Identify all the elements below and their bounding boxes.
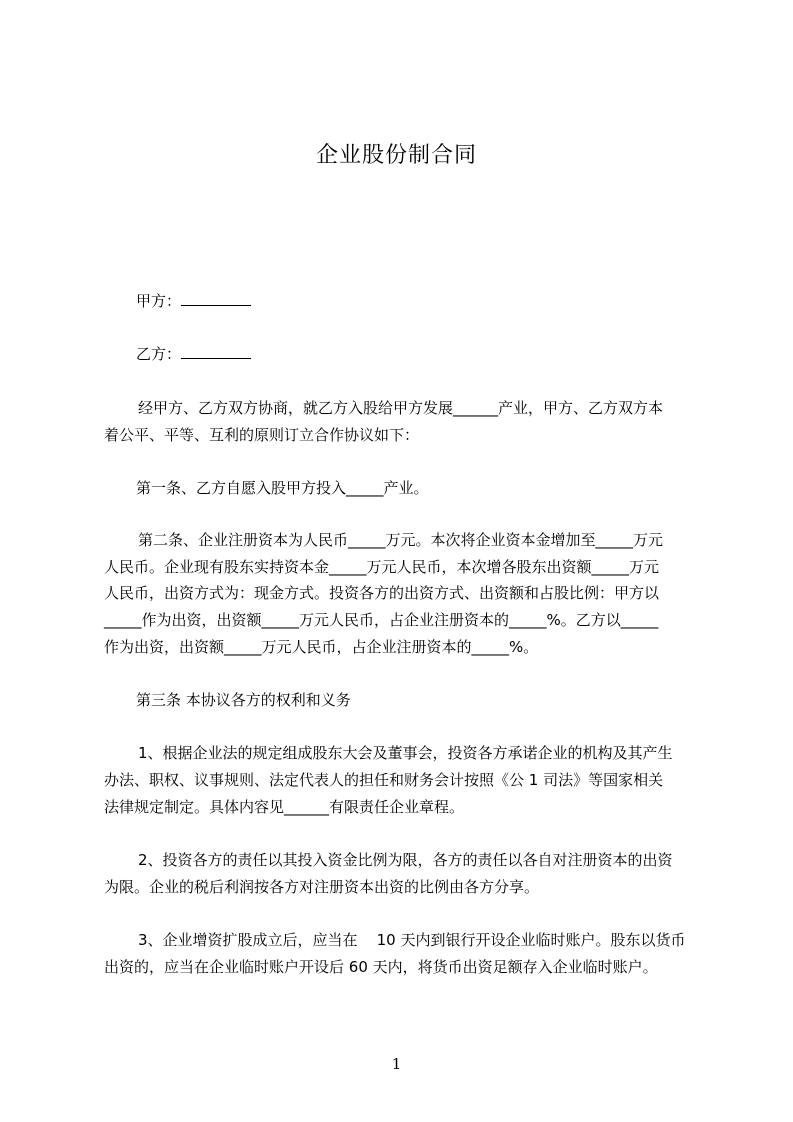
- clause-3-line-2: 出资的，应当在企业临时账户开设后 60 天内，将货币出资足额存入企业临时账户。: [104, 958, 658, 976]
- clause-1-line-3: 法律规定制定。具体内容见______有限责任企业章程。: [104, 798, 465, 816]
- intro-line-1: 经甲方、乙方双方协商，就乙方入股给甲方发展______产业，甲方、乙方双方本: [138, 399, 664, 417]
- article-2-line-5: 作为出资，出资额_____万元人民币，占企业注册资本的_____%。: [104, 638, 539, 656]
- clause-2-line-1: 2、投资各方的责任以其投入资金比例为限，各方的责任以各自对注册资本的出资: [138, 851, 673, 869]
- article-3-heading: 第三条 本协议各方的权利和义务: [136, 691, 351, 709]
- clause-2-line-2: 为限。企业的税后利润按各方对注册资本出资的比例由各方分享。: [104, 878, 540, 896]
- clause-3-line-1: 3、企业增资扩股成立后，应当在 10 天内到银行开设企业临时账户。股东以货币: [138, 931, 686, 949]
- party-b-blank: [181, 342, 251, 359]
- document-title: 企业股份制合同: [315, 143, 477, 168]
- article-2-line-4: _____作为出资，出资额_____万元人民币，占企业注册资本的_____%。乙方以_____: [104, 611, 659, 629]
- clause-1-line-1: 1、根据企业法的规定组成股东大会及董事会，投资各方承诺企业的机构及其产生: [138, 744, 673, 762]
- article-2-line-3: 人民币，出资方式为：现金方式。投资各方的出资方式、出资额和占股比例：甲方以: [104, 584, 660, 602]
- article-1: 第一条、乙方自愿入股甲方投入_____产业。: [136, 479, 429, 497]
- page-number: 1: [391, 1055, 402, 1073]
- intro-line-2: 着公平、平等、互利的原则订立合作协议如下：: [104, 426, 420, 444]
- clause-1-line-2: 办法、职权、议事规则、法定代表人的担任和财务会计按照《公 1 司法》等国家相关: [104, 771, 664, 789]
- party-a-blank: [181, 289, 251, 306]
- article-2-line-2: 人民币。企业现有股东实持资本金_____万元人民币，本次增各股东出资额_____万元: [104, 558, 660, 576]
- party-b-line: [104, 342, 736, 367]
- party-b-label: 乙方：: [136, 345, 182, 363]
- article-2-line-1: 第二条、企业注册资本为人民币_____万元。本次将企业资本金增加至_____万元: [138, 531, 664, 549]
- party-a-label: 甲方：: [136, 292, 182, 310]
- party-a-line: [104, 289, 736, 314]
